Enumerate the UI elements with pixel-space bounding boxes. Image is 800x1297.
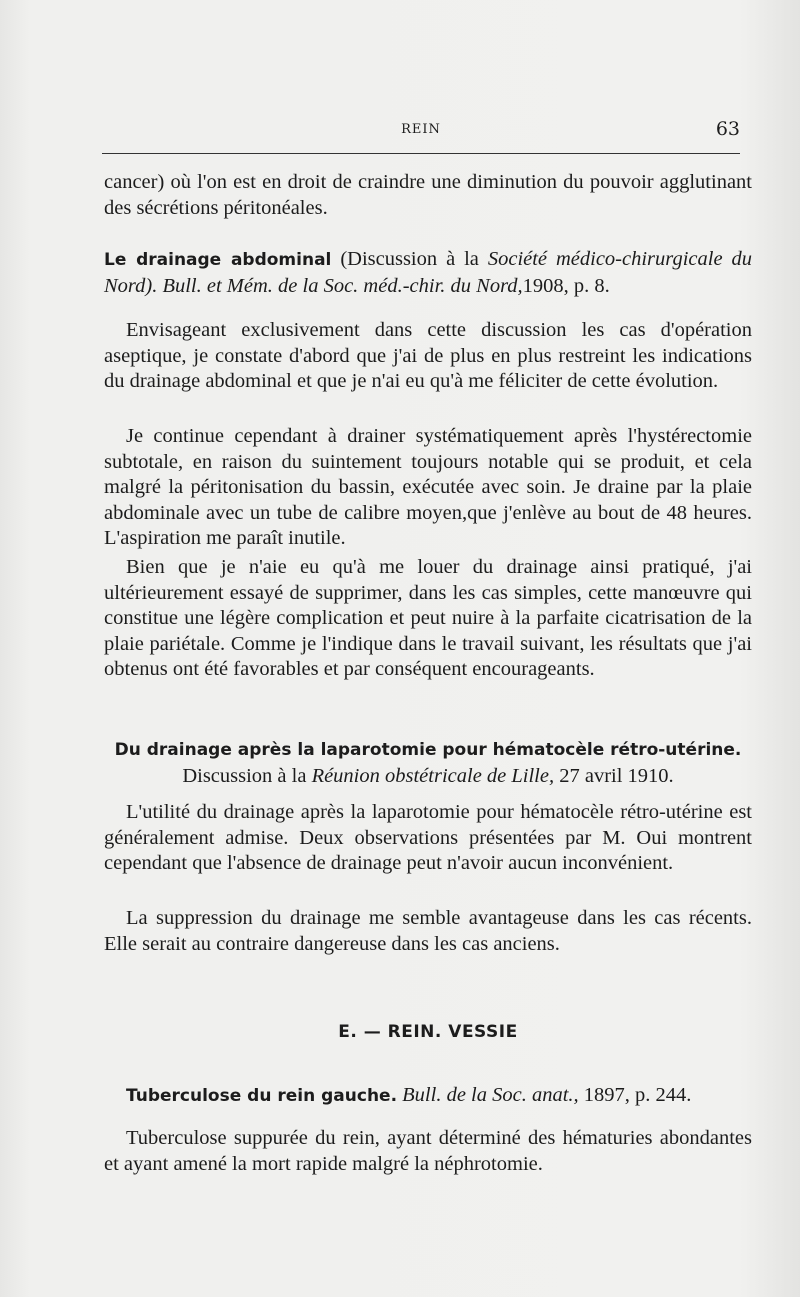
entry-citation-date: 1908, p. 8. [522,274,610,297]
running-head: REIN [401,122,441,137]
paragraph: La suppression du drainage me semble avantageuse dans les cas récents. Elle serait au contraire dangereuse dans les cas anciens. [104,907,752,955]
entry-citation-source: Réunion obstétricale de Lille, [311,764,555,787]
page-header [102,118,740,152]
entry-citation-date: 1897, p. 244. [578,1084,692,1106]
entry-citation-source: Société médico-chirurgicale du Nord). Bull. et Mém. de la Soc. méd.-chir. du Nord, [104,248,753,297]
header-rule [102,153,740,154]
entry-title: Le drainage abdominal [104,250,332,270]
entry-title: Tuberculose du rein gauche. [126,1086,398,1106]
entry-citation-intro: Discussion à la [182,764,312,787]
continuation-paragraph: cancer) où l'on est en droit de craindre une diminution du pouvoir agglutinant des sécrétions péritonéales. [104,171,752,219]
entry-citation-date: 27 avril 1910. [554,764,674,787]
paragraph: Je continue cependant à drainer systématiquement après l'hystérectomie subtotale, en raison du suintement toujours notable qui se produit, et cela malgré la péritonisation du bassin, exécutée avec soin. Je draine par la plaie abdominale avec un tube de calibre moyen,que j'enlève au bout de 48 heures. L'aspiration me paraît inutile. [104,425,752,549]
paragraph: Bien que je n'aie eu qu'à me louer du drainage ainsi pratiqué, j'ai ultérieurement essayé de supprimer, dans les cas simples, cette manœuvre qui constitue une légère complication et peut nuire à la parfaite cicatrisation de la plaie pariétale. Comme je l'indique dans le travail suivant, les résultats que j'ai obtenus ont été favorables et par conséquent encourageants. [104,556,752,680]
entry-title: Du drainage après la laparotomie pour hématocèle rétro-utérine. [114,740,742,760]
paragraph: L'utilité du drainage après la laparotomie pour hématocèle rétro-utérine est généralement admise. Deux observations présentées par M. Oui montrent cependant que l'absence de drainage peut n'avoir aucun inconvénient. [104,801,752,874]
entry-citation-source: Bull. de la Soc. anat., [397,1084,579,1106]
section-heading: E. — REIN. VESSIE [338,1022,518,1042]
entry-drainage-hematocele-heading [104,737,752,789]
paragraph: Tuberculose suppurée du rein, ayant déterminé des hématuries abondantes et ayant amené la mort rapide malgré la néphrotomie. [104,1127,752,1175]
entry-tuberculose-heading [104,1083,752,1110]
paragraph: Envisageant exclusivement dans cette discussion les cas d'opération aseptique, je constate d'abord que j'ai de plus en plus restreint les indications du drainage abdominal et que je n'ai eu qu'à me féliciter de cette évolution. [104,319,752,392]
page-number: 63 [715,118,740,140]
entry-drainage-abdominal-heading [104,247,752,299]
entry-citation-intro: (Discussion à la [331,248,488,270]
